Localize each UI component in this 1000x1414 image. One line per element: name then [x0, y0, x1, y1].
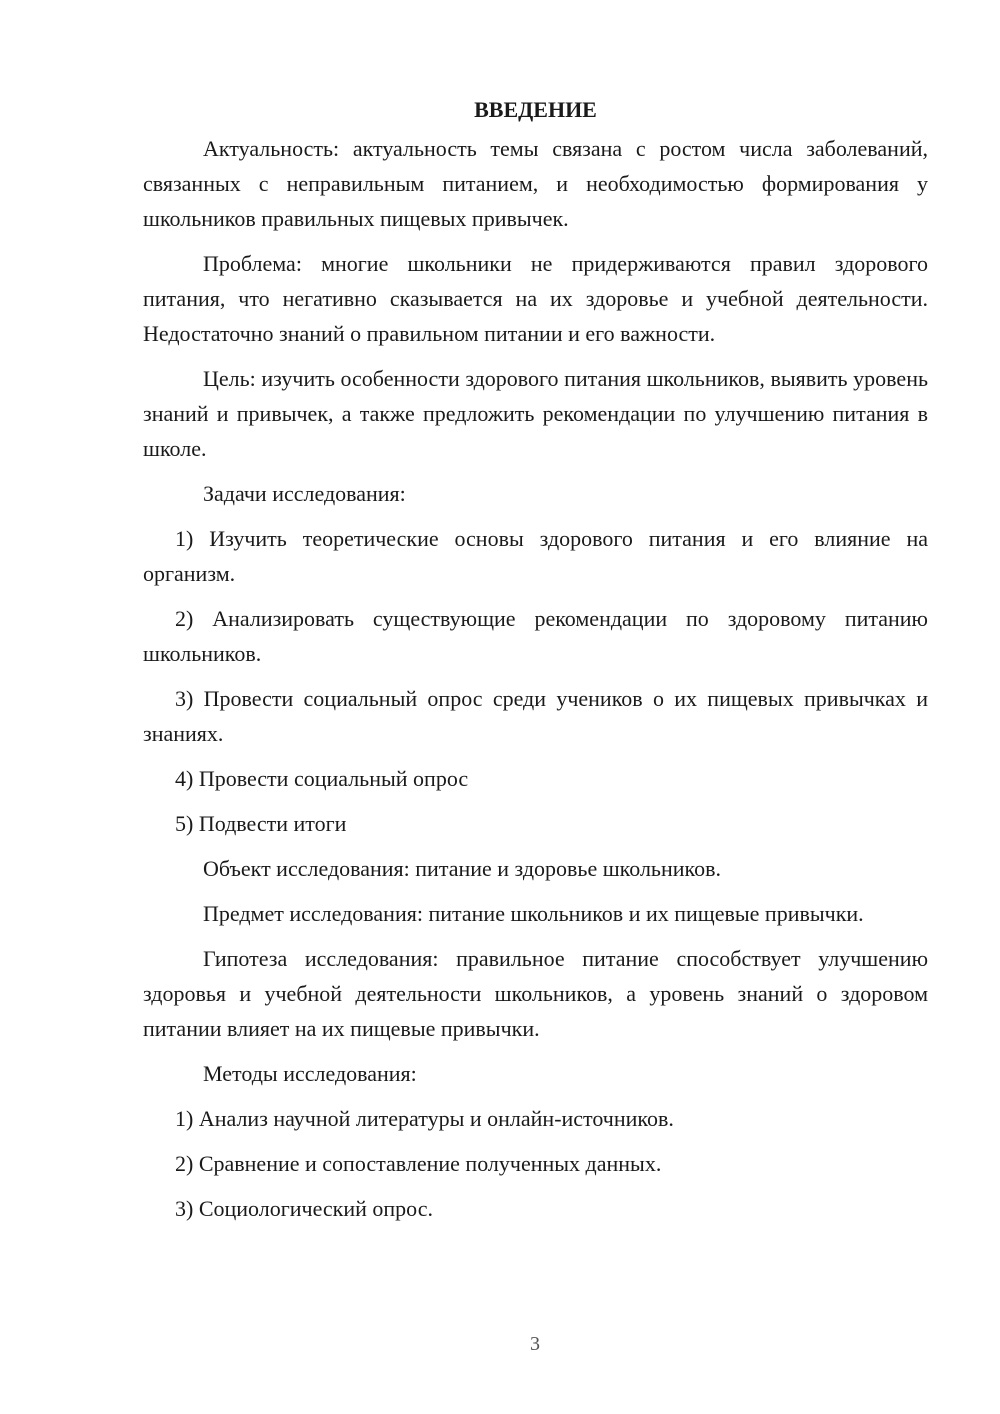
- task-item: 4) Провести социальный опрос: [175, 766, 469, 791]
- method-item: 2) Сравнение и сопоставление полученных данных.: [175, 1151, 662, 1176]
- hypothesis-paragraph: Гипотеза исследования: правильное питание способствует улучшению здоровья и учебной деятельности школьников, а уровень знаний о здоровом питании влияет на их пищевые привычки.: [143, 946, 928, 1041]
- task-item: 1) Изучить теоретические основы здорового питания и его влияние на организм.: [143, 526, 928, 586]
- relevance-paragraph: Актуальность: актуальность темы связана с ростом числа заболеваний, связанных с неправильным питанием, и необходимостью формирования у школьников правильных пищевых привычек.: [143, 136, 928, 231]
- problem-paragraph: Проблема: многие школьники не придерживаются правил здорового питания, что негативно сказывается на их здоровье и учебной деятельности. Недостаточно знаний о правильном питании и его важности.: [143, 251, 928, 346]
- goal-paragraph: Цель: изучить особенности здорового питания школьников, выявить уровень знаний и привычек, а также предложить рекомендации по улучшению питания в школе.: [143, 366, 928, 461]
- page-number: 3: [530, 1333, 540, 1355]
- task-item: 2) Анализировать существующие рекомендации по здоровому питанию школьников.: [143, 606, 928, 666]
- section-title: ВВЕДЕНИЕ: [474, 97, 597, 122]
- method-item: 1) Анализ научной литературы и онлайн-источников.: [175, 1106, 674, 1131]
- tasks-heading: Задачи исследования:: [203, 481, 406, 506]
- document-page: [143, 92, 928, 1236]
- method-item: 3) Социологический опрос.: [175, 1196, 433, 1221]
- methods-heading: Методы исследования:: [203, 1061, 417, 1086]
- task-item: 5) Подвести итоги: [175, 811, 347, 836]
- research-object-paragraph: Объект исследования: питание и здоровье школьников.: [203, 856, 721, 881]
- task-item: 3) Провести социальный опрос среди учеников о их пищевых привычках и знаниях.: [143, 686, 928, 746]
- research-subject-paragraph: Предмет исследования: питание школьников и их пищевые привычки.: [203, 901, 864, 926]
